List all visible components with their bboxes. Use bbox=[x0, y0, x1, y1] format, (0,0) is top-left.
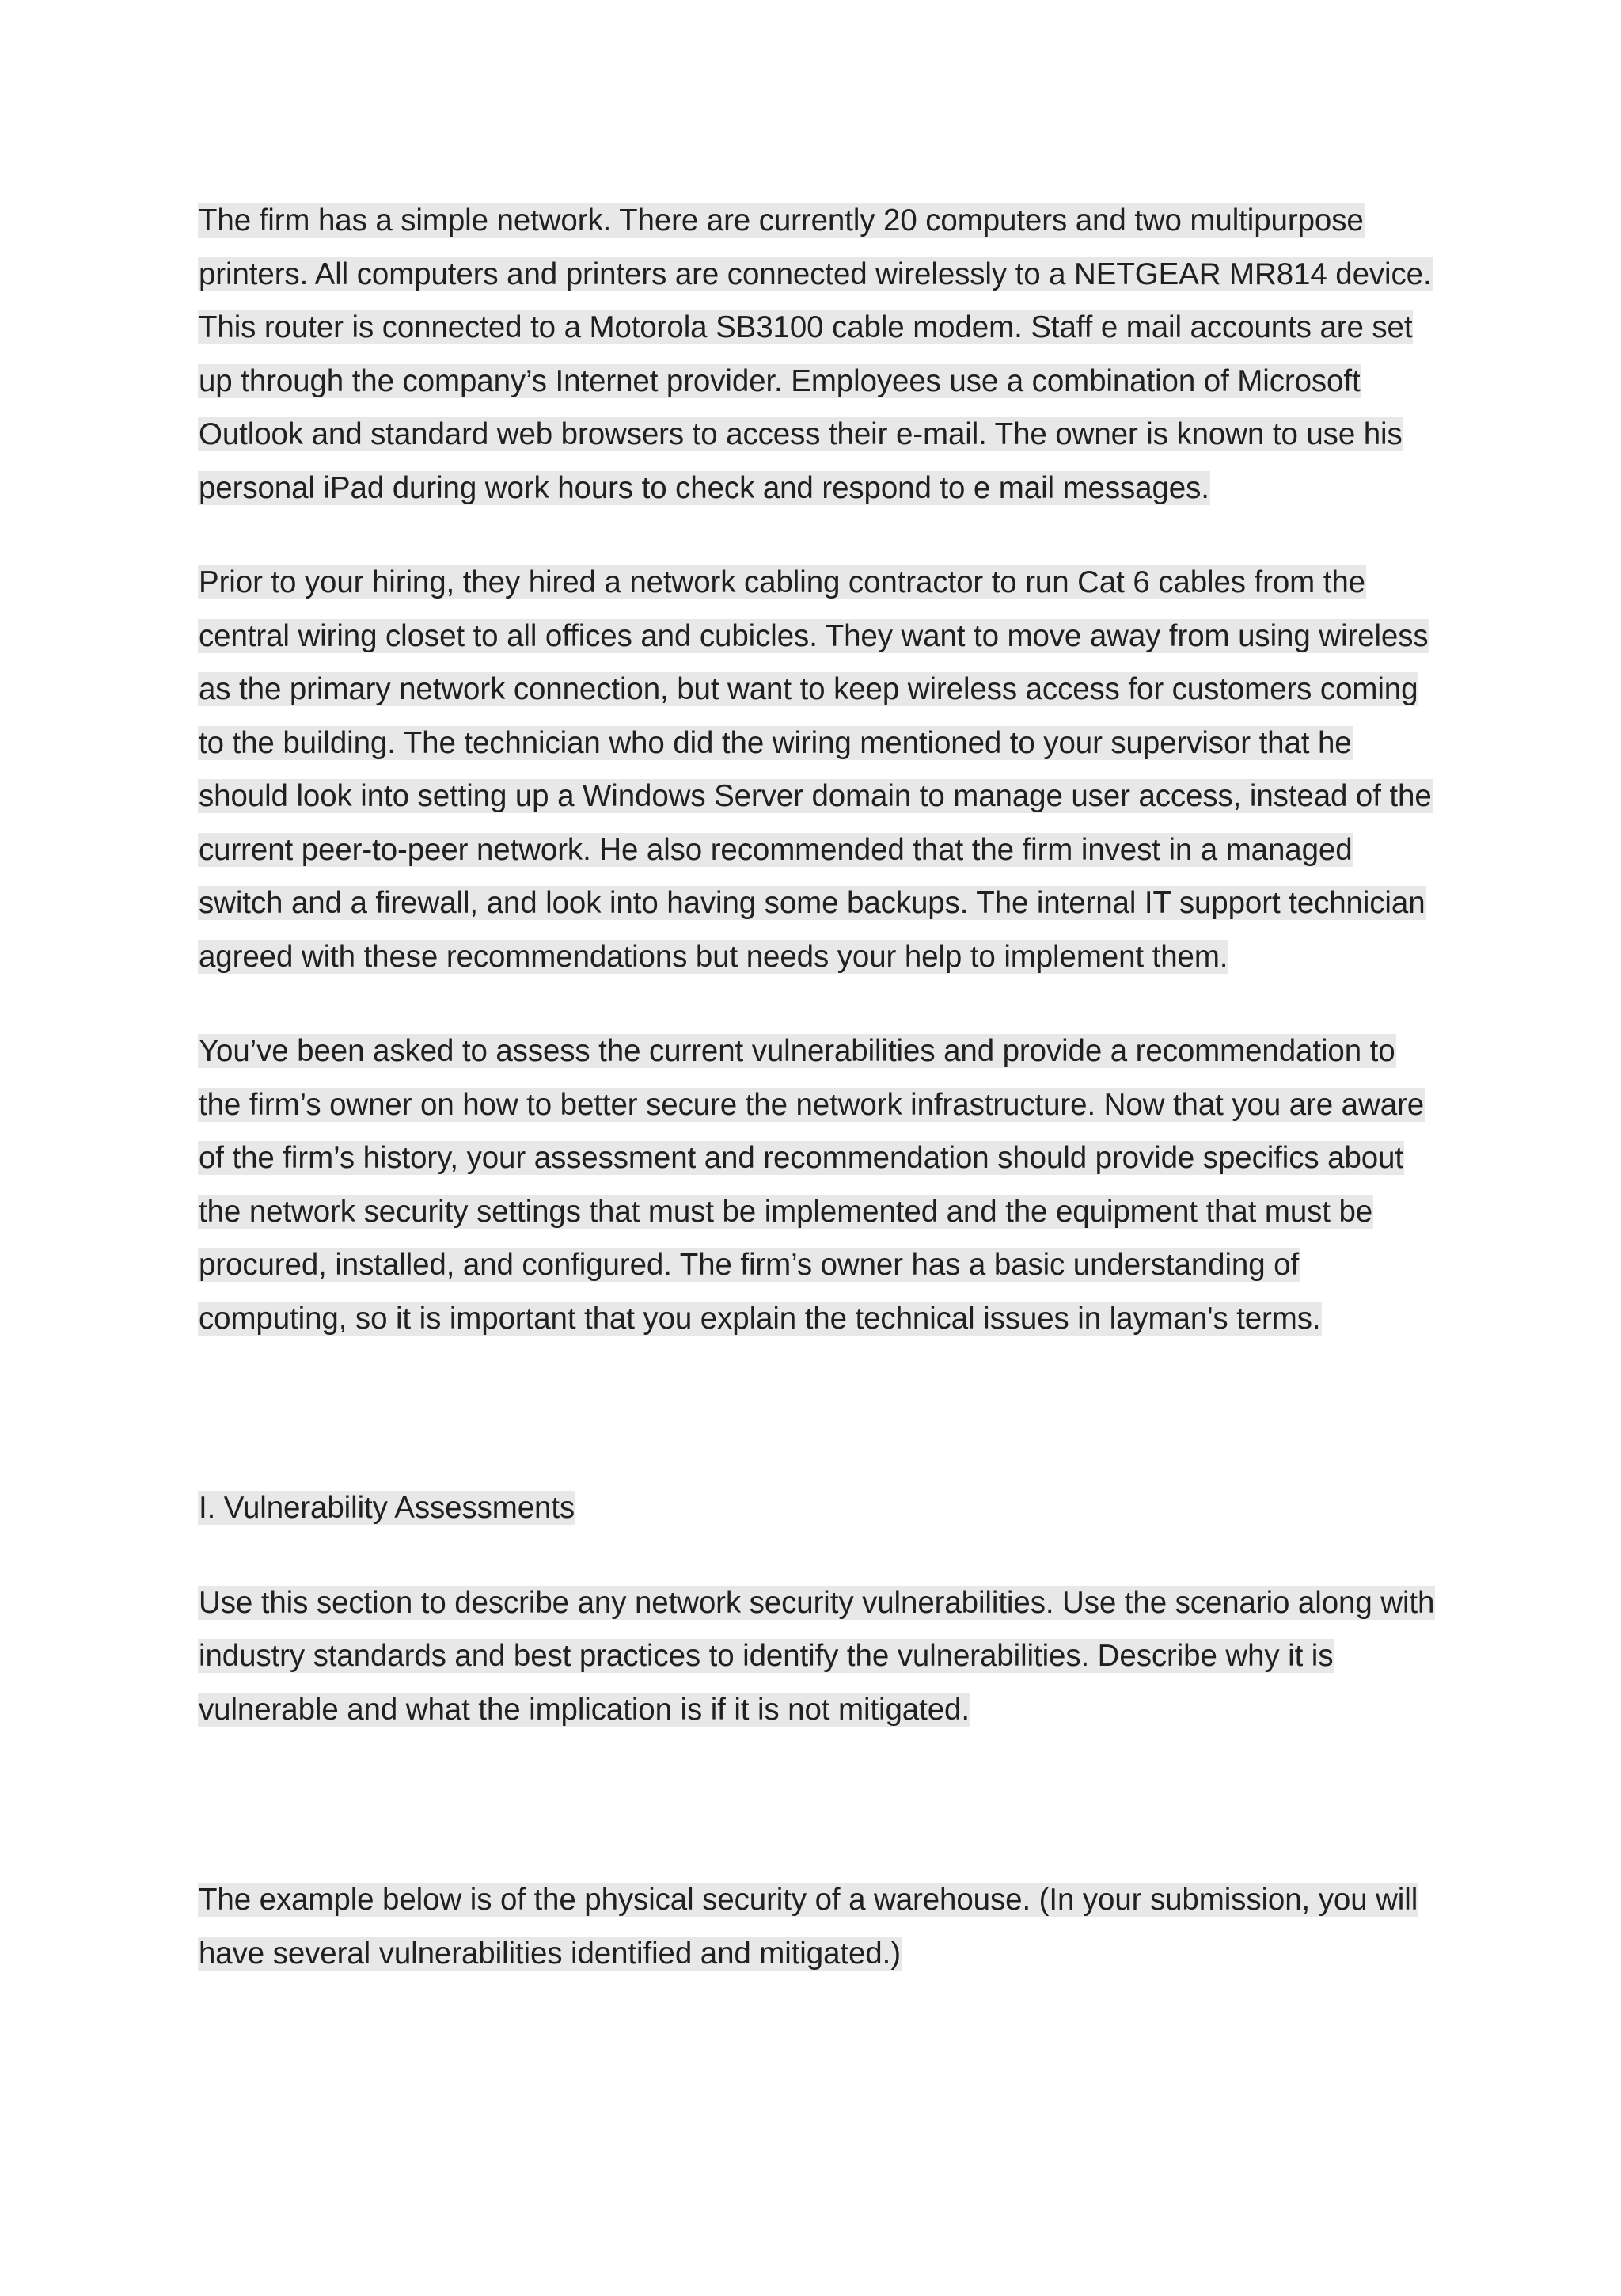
text-line: The example below is of the physical security of a warehouse. (In your submission, you will bbox=[199, 1883, 1418, 1917]
paragraph-section-instructions bbox=[198, 1576, 1441, 1737]
paragraph-cabling-history bbox=[198, 556, 1441, 983]
text-line: printers. All computers and printers are connected wirelessly to a NETGEAR MR814 device. bbox=[199, 257, 1432, 291]
text-line: agreed with these recommendations but needs your help to implement them. bbox=[199, 939, 1228, 974]
text-line: to the building. The technician who did the wiring mentioned to your supervisor that he bbox=[199, 725, 1352, 760]
text-line: vulnerable and what the implication is if it is not mitigated. bbox=[199, 1692, 970, 1727]
document-page bbox=[198, 194, 1441, 1980]
text-line: You’ve been asked to assess the current vulnerabilities and provide a recommendation to bbox=[199, 1034, 1395, 1068]
section-heading bbox=[198, 1481, 1441, 1535]
text-line: personal iPad during work hours to check and respond to e mail messages. bbox=[199, 470, 1209, 505]
text-line: I. Vulnerability Assessments bbox=[199, 1491, 575, 1525]
paragraph-example-note bbox=[198, 1873, 1441, 1980]
text-line: industry standards and best practices to identify the vulnerabilities. Describe why it is bbox=[199, 1639, 1334, 1673]
text-line: procured, installed, and configured. The firm’s owner has a basic understanding of bbox=[199, 1248, 1300, 1282]
text-line: central wiring closet to all offices and cubicles. They want to move away from using wireless bbox=[199, 618, 1429, 653]
text-line: as the primary network connection, but want to keep wireless access for customers coming bbox=[199, 672, 1418, 706]
text-line: The firm has a simple network. There are currently 20 computers and two multipurpose bbox=[199, 203, 1364, 238]
text-line: the network security settings that must be implemented and the equipment that must be bbox=[199, 1194, 1373, 1229]
text-line: up through the company’s Internet provider. Employees use a combination of Microsoft bbox=[199, 363, 1361, 398]
paragraph-network-overview bbox=[198, 194, 1441, 515]
text-line: the firm’s owner on how to better secure the network infrastructure. Now that you are aware bbox=[199, 1087, 1425, 1122]
text-line: should look into setting up a Windows Server domain to manage user access, instead of the bbox=[199, 779, 1432, 813]
text-line: Prior to your hiring, they hired a network cabling contractor to run Cat 6 cables from the bbox=[199, 565, 1365, 599]
text-line: have several vulnerabilities identified and mitigated.) bbox=[199, 1936, 901, 1971]
text-line: of the firm’s history, your assessment and recommendation should provide specifics about bbox=[199, 1141, 1403, 1175]
text-line: current peer-to-peer network. He also recommended that the firm invest in a managed bbox=[199, 832, 1353, 867]
text-line: switch and a firewall, and look into having some backups. The internal IT support technician bbox=[199, 886, 1425, 920]
text-line: This router is connected to a Motorola SB3100 cable modem. Staff e mail accounts are set bbox=[199, 310, 1413, 344]
text-line: Use this section to describe any network security vulnerabilities. Use the scenario along with bbox=[199, 1585, 1435, 1620]
text-line: Outlook and standard web browsers to access their e-mail. The owner is known to use his bbox=[199, 417, 1403, 451]
paragraph-assessment-request bbox=[198, 1024, 1441, 1345]
text-line: computing, so it is important that you explain the technical issues in layman's terms. bbox=[199, 1301, 1321, 1336]
